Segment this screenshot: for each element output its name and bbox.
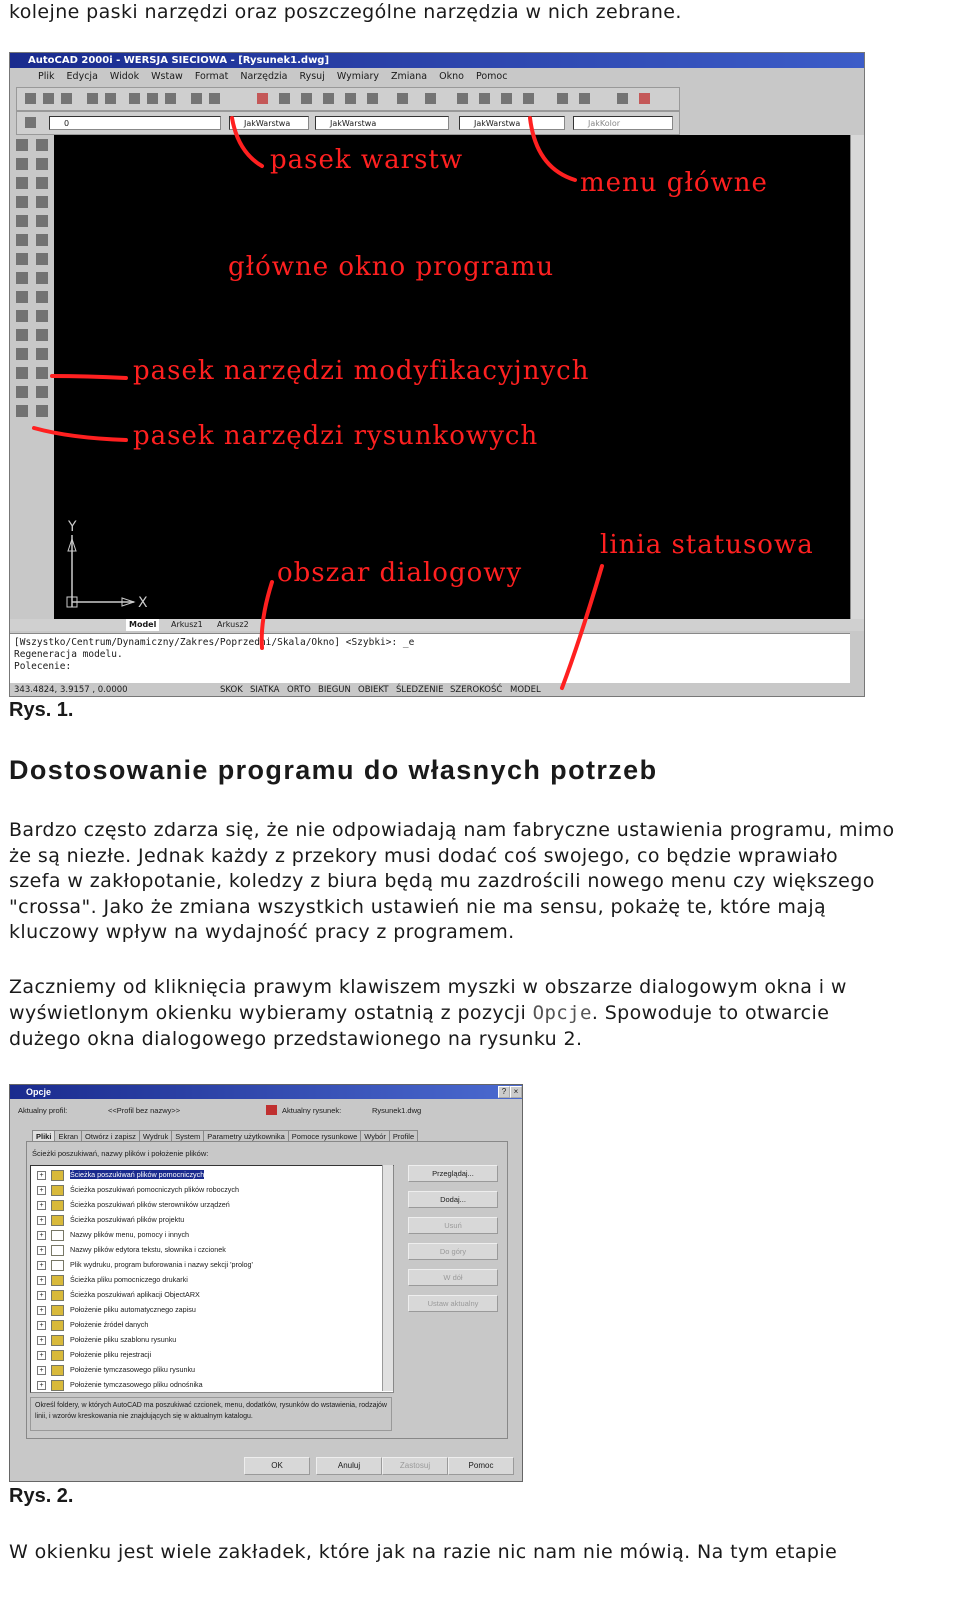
drawing-label: Aktualny rysunek: <box>282 1106 342 1115</box>
zoom-realtime-icon[interactable] <box>457 93 468 104</box>
menu-item[interactable]: Pomoc <box>475 71 508 82</box>
hyperlink-icon[interactable] <box>257 93 268 104</box>
color-combo[interactable]: JakWarstwa <box>229 116 309 130</box>
save-icon[interactable] <box>61 93 72 104</box>
paragraph2-text: . Spowoduje to otwarcie <box>591 1002 830 1024</box>
menu-item[interactable]: Widok <box>109 71 140 82</box>
preview-icon[interactable] <box>105 93 116 104</box>
layers-icon[interactable] <box>25 117 36 128</box>
paragraph1-line: kluczowy wpływ na wydajność pracy z programem. <box>9 921 515 943</box>
label-main-menu: menu główne <box>580 168 768 198</box>
list-item[interactable]: + Położenie pliku szablonu rysunku <box>31 1333 176 1346</box>
profile-value: <<Profil bez nazwy>> <box>108 1106 181 1115</box>
snap-icon[interactable] <box>279 93 290 104</box>
menu-item[interactable]: Edycja <box>66 71 98 82</box>
layer-combo[interactable]: 0 <box>49 116 221 130</box>
help-icon[interactable] <box>617 93 628 104</box>
offset-icon[interactable] <box>36 196 48 208</box>
region-icon[interactable] <box>16 386 28 398</box>
rectangle-icon[interactable] <box>16 215 28 227</box>
line-icon[interactable] <box>16 139 28 151</box>
open-icon[interactable] <box>43 93 54 104</box>
polar-toggle[interactable]: BIEGUN <box>318 685 351 695</box>
standard-toolbar <box>16 87 680 111</box>
options-code: Opcje <box>532 1002 592 1024</box>
lengthen-icon[interactable] <box>36 310 48 322</box>
label-status-line: linia statusowa <box>600 530 814 560</box>
menu-item[interactable]: Zmiana <box>391 71 428 82</box>
ucs-icon[interactable] <box>301 93 312 104</box>
paste-icon[interactable] <box>165 93 176 104</box>
today-icon[interactable] <box>639 93 650 104</box>
rotate-icon[interactable] <box>36 253 48 265</box>
tab-open-save[interactable]: Otwórz i zapisz <box>81 1130 140 1142</box>
chamfer-icon[interactable] <box>36 386 48 398</box>
tab-selection[interactable]: Wybór <box>360 1130 390 1142</box>
list-item[interactable]: + Położenie tymczasowego pliku rysunku <box>31 1363 195 1376</box>
extend-icon[interactable] <box>36 348 48 360</box>
menu-item[interactable]: Narzędzia <box>240 71 288 82</box>
list-item[interactable]: + Położenie źródeł danych <box>31 1318 148 1331</box>
menu-item[interactable]: Wstaw <box>151 71 183 82</box>
design-center-icon[interactable] <box>579 93 590 104</box>
list-item[interactable]: + Nazwy plików menu, pomocy i innych <box>31 1228 189 1241</box>
command-line: [Wszystko/Centrum/Dynamiczny/Zakres/Poprzedni/Skala/Okno] <Szybki>: _e <box>14 637 415 648</box>
drawing-icon <box>266 1105 277 1115</box>
menu-item[interactable]: Format <box>194 71 229 82</box>
list-item[interactable]: + Ścieżka poszukiwań aplikacji ObjectARX <box>31 1288 200 1301</box>
menu-bar <box>10 69 864 85</box>
label-modify-toolbar: pasek narzędzi modyfikacyjnych <box>133 356 590 386</box>
profile-label: Aktualny profil: <box>18 1106 68 1115</box>
tab-system[interactable]: System <box>171 1130 204 1142</box>
paragraph2-line <box>9 1001 829 1027</box>
insert-block-icon[interactable] <box>16 310 28 322</box>
tab-model[interactable]: Model <box>126 619 159 631</box>
tab-files[interactable]: Pliki <box>32 1130 55 1142</box>
drawing-value: Rysunek1.dwg <box>372 1106 422 1115</box>
tab-user-preferences[interactable]: Parametry użytkownika <box>203 1130 289 1142</box>
command-prompt: Polecenie: <box>14 661 72 672</box>
break-icon[interactable] <box>36 367 48 379</box>
window-title: AutoCAD 2000i - WERSJA SIECIOWA - [Rysunek1.dwg] <box>10 53 864 68</box>
vertical-scrollbar[interactable] <box>850 135 864 619</box>
paragraph2-text: wyświetlonym okienku wybieramy ostatnią z pozycji <box>9 1002 533 1024</box>
list-item[interactable]: + Ścieżka poszukiwań pomocniczych plików roboczych <box>31 1183 239 1196</box>
search-paths-list[interactable] <box>30 1165 394 1393</box>
redo-icon[interactable] <box>209 93 220 104</box>
apply-button[interactable]: Zastosuj <box>382 1457 448 1475</box>
ellipse-icon[interactable] <box>16 291 28 303</box>
linetype-combo[interactable]: JakWarstwa <box>315 116 449 130</box>
make-block-icon[interactable] <box>16 329 28 341</box>
model-toggle[interactable]: MODEL <box>510 685 541 695</box>
stretch-icon[interactable] <box>36 291 48 303</box>
hatch-icon[interactable] <box>16 367 28 379</box>
command-line: Regeneracja modelu. <box>14 649 123 660</box>
move-down-button[interactable]: W dół <box>408 1269 498 1286</box>
label-draw-toolbar: pasek narzędzi rysunkowych <box>133 421 539 451</box>
tab-drafting[interactable]: Pomoce rysunkowe <box>288 1130 361 1142</box>
list-item[interactable]: + Nazwy plików edytora tekstu, słownika i czcionek <box>31 1243 226 1256</box>
new-icon[interactable] <box>25 93 36 104</box>
properties-icon[interactable] <box>557 93 568 104</box>
zoom-icon[interactable] <box>523 93 534 104</box>
scale-icon[interactable] <box>36 272 48 284</box>
set-current-button[interactable]: Ustaw aktualny <box>408 1295 498 1312</box>
options-tabs <box>32 1126 417 1140</box>
undo-icon[interactable] <box>191 93 202 104</box>
browse-button[interactable]: Przeglądaj... <box>408 1165 498 1182</box>
mtext-icon[interactable] <box>16 405 28 417</box>
move-up-button[interactable]: Do góry <box>408 1243 498 1260</box>
bottom-line: W okienku jest wiele zakładek, które jak na razie nic nam nie mówią. Na tym etapie <box>9 1541 838 1563</box>
array-icon[interactable] <box>36 215 48 227</box>
section-heading: Dostosowanie programu do własnych potrzeb <box>9 755 658 785</box>
description-text: Określ foldery, w których AutoCAD ma poszukiwać czcionek, menu, dodatków, rysunków do wstawienia, rodzajów linii, i wzorów kreskowania nie znajdujących się w aktualnym katalogu. <box>30 1397 392 1431</box>
modify-toolbar <box>32 135 52 535</box>
list-item[interactable]: + Położenie pliku automatycznego zapisu <box>31 1303 196 1316</box>
shade-icon[interactable] <box>367 93 378 104</box>
tab-layout2[interactable]: Arkusz2 <box>217 620 249 629</box>
dialog-title: Opcje <box>10 1085 522 1099</box>
list-item[interactable]: + Ścieżka poszukiwań plików projektu <box>31 1213 184 1226</box>
command-area[interactable] <box>10 633 850 683</box>
list-item[interactable]: + Położenie pliku rejestracji <box>31 1348 151 1361</box>
zoom-previous-icon[interactable] <box>501 93 512 104</box>
tab-profiles[interactable]: Profile <box>389 1130 418 1142</box>
menu-item[interactable]: Okno <box>439 71 464 82</box>
list-item[interactable]: + Ścieżka poszukiwań plików pomocniczych <box>31 1168 204 1181</box>
list-scrollbar[interactable] <box>382 1165 393 1391</box>
coordinates-readout: 343.4824, 3.9157 , 0.0000 <box>14 685 128 695</box>
remove-button[interactable]: Usuń <box>408 1217 498 1234</box>
list-item[interactable]: + Plik wydruku, program buforowania i nazwy sekcji 'prolog' <box>31 1258 253 1271</box>
distance-icon[interactable] <box>397 93 408 104</box>
paragraph2-line: Zaczniemy od kliknięcia prawym klawiszem myszki w obszarze dialogowym okna i w <box>9 976 847 998</box>
otrack-toggle[interactable]: ŚLEDZENIE <box>396 685 444 695</box>
trim-icon[interactable] <box>36 329 48 341</box>
list-item[interactable]: + Ścieżka poszukiwań plików sterowników urządzeń <box>31 1198 230 1211</box>
add-button[interactable]: Dodaj... <box>408 1191 498 1208</box>
figure1-caption: Rys. 1. <box>9 699 74 721</box>
axis-y-label: Y <box>68 519 77 535</box>
grid-toggle[interactable]: SIATKA <box>250 685 280 695</box>
fillet-icon[interactable] <box>36 405 48 417</box>
polyline-icon[interactable] <box>16 177 28 189</box>
list-item[interactable]: + Położenie tymczasowego pliku odnośnika <box>31 1378 203 1391</box>
zoom-window-icon[interactable] <box>479 93 490 104</box>
print-icon[interactable] <box>87 93 98 104</box>
label-main-window: główne okno programu <box>228 252 555 282</box>
osnap-toggle[interactable]: OBIEKT <box>358 685 389 695</box>
tab-display[interactable]: Ekran <box>54 1130 82 1142</box>
menu-item[interactable]: Plik <box>38 71 55 82</box>
erase-icon[interactable] <box>36 139 48 151</box>
help-icon[interactable]: ? <box>498 1086 510 1098</box>
close-icon[interactable]: × <box>510 1086 522 1098</box>
label-layers-toolbar: pasek warstw <box>270 145 464 175</box>
circle-icon[interactable] <box>16 253 28 265</box>
point-icon[interactable] <box>16 348 28 360</box>
menu-item[interactable]: Wymiary <box>336 71 379 82</box>
render-icon[interactable] <box>345 93 356 104</box>
lineweight-toggle[interactable]: SZEROKOŚĆ <box>450 685 503 695</box>
draw-toolbar <box>12 135 32 535</box>
help-button[interactable]: Pomoc <box>448 1457 514 1475</box>
paragraph1-line: "crossa". Jako że zmiana wszystkich ustawień nie ma sensu, pokażę te, które mają <box>9 895 827 918</box>
lineweight-combo[interactable]: JakWarstwa <box>459 116 565 130</box>
paragraph1-line: szefa w zakłopotanie, koledzy z biura będą mu zazdrościli nowego menu czy większego <box>9 870 875 892</box>
layers-toolbar <box>16 111 680 135</box>
paragraph1-line: Bardzo często zdarza się, że nie odpowiadają nam fabryczne ustawienia programu, mimo <box>9 819 895 841</box>
ok-button[interactable]: OK <box>244 1457 310 1475</box>
plotstyle-combo[interactable]: JakKolor <box>573 116 673 130</box>
list-item[interactable]: + Ścieżka pliku pomocniczego drukarki <box>31 1273 188 1286</box>
copy-object-icon[interactable] <box>36 158 48 170</box>
ortho-toggle[interactable]: ORTO <box>287 685 311 695</box>
snap-toggle[interactable]: SKOK <box>220 685 243 695</box>
copy-icon[interactable] <box>147 93 158 104</box>
move-icon[interactable] <box>36 234 48 246</box>
status-bar <box>10 684 864 696</box>
figure2-caption: Rys. 2. <box>9 1485 74 1507</box>
paragraph2-line: dużego okna dialogowego przedstawionego na rysunku 2. <box>9 1028 583 1050</box>
polygon-icon[interactable] <box>16 196 28 208</box>
xline-icon[interactable] <box>16 158 28 170</box>
axis-x-label: X <box>138 595 148 611</box>
tab-layout1[interactable]: Arkusz1 <box>171 620 203 629</box>
cancel-button[interactable]: Anuluj <box>316 1457 382 1475</box>
view-icon[interactable] <box>323 93 334 104</box>
label-command-area: obszar dialogowy <box>277 558 523 588</box>
menu-item[interactable]: Rysuj <box>299 71 325 82</box>
tab-plot[interactable]: Wydruk <box>139 1130 172 1142</box>
cut-icon[interactable] <box>129 93 140 104</box>
figure-options-dialog <box>9 1084 523 1482</box>
layout-tabs <box>10 619 864 631</box>
spline-icon[interactable] <box>16 272 28 284</box>
list-caption: Ścieżki poszukiwań, nazwy plików i położenie plików: <box>32 1149 209 1158</box>
paragraph1-line: że są niezłe. Jednak każdy z przekory musi dodać coś swojego, co będzie wprawiało <box>9 844 839 867</box>
intro-line: kolejne paski narzędzi oraz poszczególne narzędzia w nich zebrane. <box>9 1 682 23</box>
pan-icon[interactable] <box>425 93 436 104</box>
mirror-icon[interactable] <box>36 177 48 189</box>
arc-icon[interactable] <box>16 234 28 246</box>
